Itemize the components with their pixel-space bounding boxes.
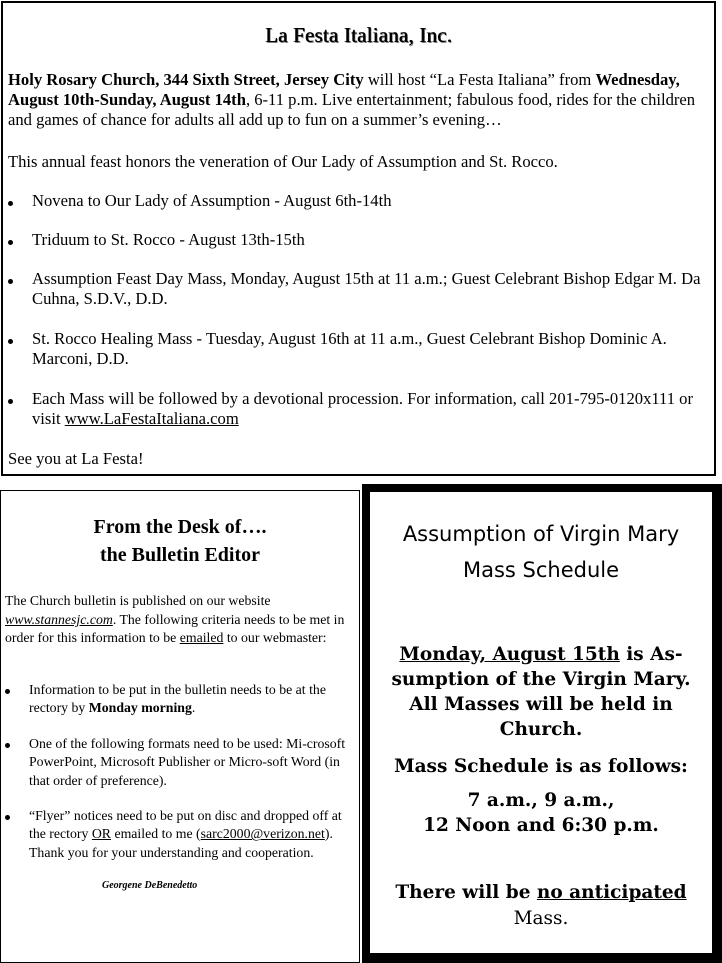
- heading-line-1: From the Desk of….: [93, 516, 267, 538]
- festa-dates: Wednesday, August 10th-Sunday, August 14th: [8, 70, 680, 109]
- criteria-formats: One of the following formats need to be used: Mi-crosoft PowerPoint, Microsoft Publisher or Micro-soft Word (in that order of preference).: [5, 735, 350, 790]
- criteria-flyers: [5, 807, 350, 862]
- anticipated-mass-note: [370, 880, 712, 932]
- intro-text-c: to our webmaster:: [223, 630, 327, 646]
- intro-text-a: The Church bulletin is published on our website: [5, 593, 271, 608]
- deadline-period: .: [191, 700, 196, 716]
- assumption-announcement: [376, 642, 706, 742]
- mass-times-line-2: 12 Noon and 6:30 p.m.: [423, 815, 659, 836]
- deadline-text: Information to be put in the bulletin needs to be at the rectory by: [29, 682, 326, 716]
- flyer-or: OR: [91, 826, 111, 842]
- mass-schedule-label: Mass Schedule is as follows:: [394, 756, 688, 777]
- festa-website-link[interactable]: www.LaFestaItaliana.com: [64, 409, 239, 428]
- intro-text-b: . The following criteria needs to be met in order for this information to be: [5, 611, 345, 646]
- list-item-assumption-mass: Assumption Feast Day Mass, Monday, August 15th at 11 a.m.; Guest Celebrant Bishop Edgar M. Da Cuhna, S.D.V., D.D.: [8, 269, 714, 309]
- assumption-date: Monday, August 15th: [399, 644, 620, 665]
- thanks-text: Thank you for your understanding and cooperation.: [29, 844, 314, 860]
- note-no-anticipated: no anticipated: [536, 882, 687, 903]
- editor-email-link[interactable]: sarc2000@verizon.net: [200, 826, 325, 842]
- procession-text: Each Mass will be followed by a devotional procession. For information, call 201-795-0120x111 or visit: [32, 389, 694, 428]
- la-festa-intro: [8, 70, 714, 130]
- list-item-novena: Novena to Our Lady of Assumption - August 6th-14th: [8, 191, 714, 211]
- la-festa-title: La Festa Italiana, Inc.: [264, 23, 453, 47]
- host-church: Holy Rosary Church, 344 Sixth Street, Jersey City: [8, 70, 364, 89]
- assumption-title: [370, 516, 712, 588]
- emailed-word: emailed: [179, 630, 224, 646]
- flyer-text-b: emailed to me (: [111, 826, 201, 842]
- assumption-title-line-1: Assumption of Virgin Mary: [402, 522, 680, 546]
- feast-honors-text: This annual feast honors the veneration of Our Lady of Assumption and St. Rocco.: [8, 152, 558, 171]
- editor-signature: Georgene DeBenedetto: [102, 880, 198, 891]
- intro-mid: will host “La Festa Italiana” from: [363, 70, 596, 89]
- la-festa-section: [1, 1, 716, 476]
- festa-signoff: See you at La Festa!: [8, 449, 144, 468]
- intro-rest: , 6-11 p.m. Live entertainment; fabulous food, rides for the children and games of chance for adults all add up to fun on a summer’s evening…: [8, 90, 696, 129]
- assumption-title-line-2: Mass Schedule: [462, 558, 620, 582]
- parish-website-link[interactable]: www.stannesjc.com: [5, 611, 113, 627]
- assumption-date-rest: is As-sumption of the Virgin Mary. All Masses will be held in Church.: [391, 644, 691, 740]
- criteria-deadline: [5, 681, 350, 718]
- assumption-section: [362, 484, 722, 963]
- bulletin-editor-section: [0, 490, 360, 963]
- note-text-b: Mass.: [513, 908, 569, 929]
- bulletin-intro: [5, 592, 350, 648]
- bulletin-editor-heading: [1, 513, 359, 569]
- heading-line-2: the Bulletin Editor: [99, 544, 260, 566]
- flyer-text-a: “Flyer” notices need to be put on disc and dropped off at the rectory: [29, 808, 342, 842]
- mass-times-line-1: 7 a.m., 9 a.m.,: [467, 790, 615, 811]
- list-item-triduum: Triduum to St. Rocco - August 13th-15th: [8, 230, 714, 250]
- mass-times: [370, 788, 712, 838]
- flyer-text-c: ).: [324, 826, 333, 842]
- note-text-a: There will be: [395, 882, 537, 903]
- list-item-healing-mass: St. Rocco Healing Mass - Tuesday, August 16th at 11 a.m., Guest Celebrant Bishop Dominic A. Marconi, D.D.: [8, 329, 714, 369]
- deadline-day: Monday morning: [88, 700, 192, 716]
- assumption-inner-panel: [370, 492, 712, 953]
- list-item-procession: [8, 389, 714, 429]
